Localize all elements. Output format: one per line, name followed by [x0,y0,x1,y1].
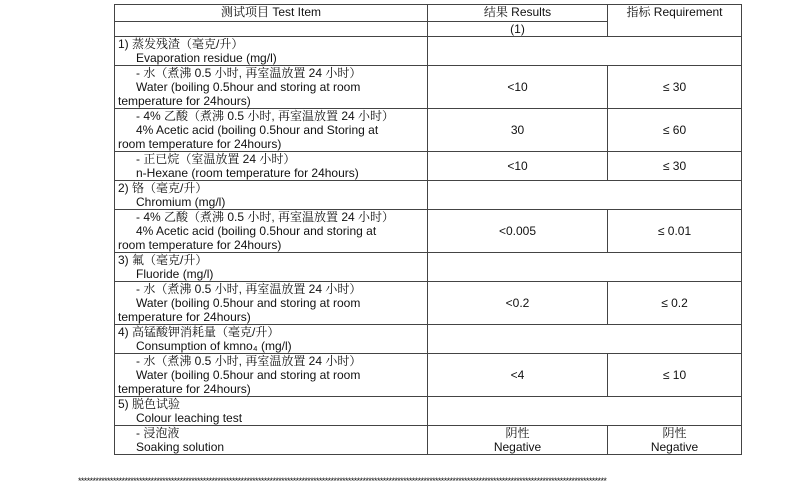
item-en2: room temperature for 24hours) [118,238,282,252]
table-row [115,66,742,109]
item-en1: Water (boiling 0.5hour and storing at room [136,296,361,310]
requirement-cell: ≤ 60 [608,109,742,152]
section-title-cn: 1) 蒸发残渣（毫克/升） [118,37,244,51]
item-en1: 4% Acetic acid (boiling 0.5hour and storing at [136,224,377,238]
header-results-sub: (1) [428,22,608,37]
section-title-en: Consumption of kmno₄ (mg/l) [136,339,292,353]
item-en2: temperature for 24hours) [118,382,251,396]
section-title-cn: 3) 氟（毫克/升） [118,253,208,267]
result-cell: <10 [428,152,608,181]
section-title-cn: 4) 高锰酸钾消耗量（毫克/升） [118,325,280,339]
section-title [115,253,428,282]
table-row [115,354,742,397]
item-cn: - 4% 乙酸（煮沸 0.5 小时, 再室温放置 24 小时） [136,210,395,224]
table-row [115,426,742,455]
section-title-cn: 2) 铬（毫克/升） [118,181,208,195]
result-cell [428,426,608,455]
item-en1: Water (boiling 0.5hour and storing at room [136,368,361,382]
requirement-cell: ≤ 30 [608,152,742,181]
table-row [115,152,742,181]
item-cell [115,66,428,109]
item-cn: - 水（煮沸 0.5 小时, 再室温放置 24 小时） [136,66,362,80]
requirement-cell: ≤ 0.2 [608,282,742,325]
requirement-cell: ≤ 0.01 [608,210,742,253]
result-cell: <0.2 [428,282,608,325]
item-cell [115,210,428,253]
requirement-cell [608,426,742,455]
result-en: Negative [493,440,542,454]
table-row [115,109,742,152]
item-en1: n-Hexane (room temperature for 24hours) [136,166,359,180]
table-row [115,210,742,253]
result-cell: 30 [428,109,608,152]
section-title-row [115,37,742,66]
result-cn: 阴性 [505,426,530,440]
item-cn: - 水（煮沸 0.5 小时, 再室温放置 24 小时） [136,354,362,368]
section-title-row [115,181,742,210]
item-en2: room temperature for 24hours) [118,137,282,151]
item-cn: - 浸泡液 [136,426,180,440]
header-item-empty [115,22,428,37]
section-title-row [115,253,742,282]
item-en1: 4% Acetic acid (boiling 0.5hour and Storing at [136,123,379,137]
section-empty [428,397,742,426]
item-en1: Soaking solution [136,440,225,454]
item-cell [115,426,428,455]
section-title [115,397,428,426]
header-requirement: 指标 Requirement [608,5,742,37]
section-title-row [115,397,742,426]
result-cell: <4 [428,354,608,397]
result-cell: <10 [428,66,608,109]
item-cell [115,354,428,397]
header-results: 结果 Results [428,5,608,22]
section-empty [428,325,742,354]
requirement-en: Negative [650,440,699,454]
item-en1: Water (boiling 0.5hour and storing at room [136,80,361,94]
header-row [115,5,742,22]
footer-separator: ************************************************************************************************************************************************************************************** [78,476,607,486]
item-cn: - 正已烷（室温放置 24 小时） [136,152,296,166]
section-empty [428,181,742,210]
item-en2: temperature for 24hours) [118,310,251,324]
section-empty [428,253,742,282]
section-title-row [115,325,742,354]
section-title-cn: 5) 脱色试验 [118,397,181,411]
table-row [115,282,742,325]
section-title [115,325,428,354]
item-cn: - 水（煮沸 0.5 小时, 再室温放置 24 小时） [136,282,362,296]
requirement-cell: ≤ 30 [608,66,742,109]
section-empty [428,37,742,66]
section-title-en: Chromium (mg/l) [136,195,226,209]
section-title [115,181,428,210]
section-title-en: Evaporation residue (mg/l) [136,51,277,65]
section-title [115,37,428,66]
header-item: 测试项目 Test Item [115,5,428,22]
section-title-en: Colour leaching test [136,411,243,425]
item-cell [115,152,428,181]
requirement-cell: ≤ 10 [608,354,742,397]
item-cell [115,282,428,325]
section-title-en: Fluoride (mg/l) [136,267,214,281]
item-cell [115,109,428,152]
result-cell: <0.005 [428,210,608,253]
test-results-table [114,4,742,455]
item-en2: temperature for 24hours) [118,94,251,108]
item-cn: - 4% 乙酸（煮沸 0.5 小时, 再室温放置 24 小时） [136,109,395,123]
requirement-cn: 阴性 [662,426,687,440]
